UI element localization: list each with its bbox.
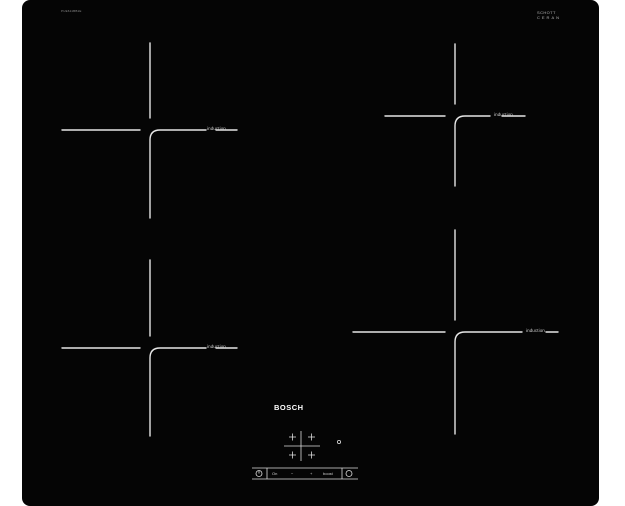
glass-brand-line1: SCHOTT [537,10,556,15]
model-number: PUE611BB1E [61,9,82,13]
zone-markings [22,0,599,506]
control-panel [252,431,358,479]
brand-logo: BOSCH [274,403,304,412]
zone-rear-left-label: induction [207,344,226,349]
boost-button[interactable] [323,471,333,476]
cooktop-glass-surface [22,0,599,506]
plus-button-label: + [310,471,313,476]
on-button-label: On [272,471,278,476]
zone-rear-right-label: induction [494,112,513,117]
boost-button-label: boost [323,471,333,476]
on-button[interactable] [272,471,277,476]
zone-front-right-label: induction [526,328,545,333]
glass-brand-line2: CERAN [537,15,562,20]
plus-button[interactable] [310,471,312,476]
zone-front-left-label: induction [207,126,226,131]
minus-button[interactable] [291,471,293,476]
minus-button-label: − [291,471,294,476]
